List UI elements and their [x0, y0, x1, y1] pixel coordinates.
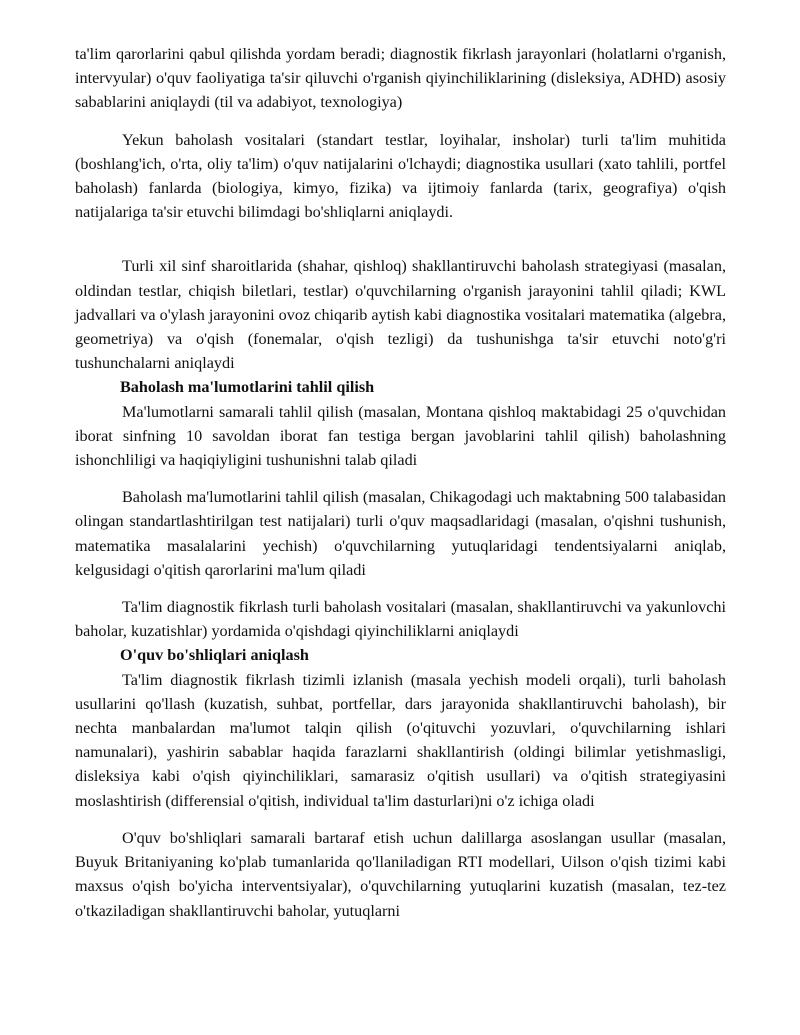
paragraph-6: Ta'lim diagnostik fikrlash turli baholash vositalari (masalan, shakllantiruvchi va yakunlovchi baholar, kuzatishlar) yordamida o'qishdagi qiyinchiliklarni aniqlaydi [75, 598, 726, 641]
section-heading-learning-gaps: O'quv bo'shliqlari aniqlash [120, 646, 309, 665]
paragraph-5: Baholash ma'lumotlarini tahlil qilish (masalan, Chikagodagi uch maktabning 500 talabasidan olingan standartlashtirilgan test natijalari) turli o'quv maqsadlaridagi (masalan, o'qishni tushunish, matematika masalalarini yechish) o'quvchilarning yutuqlaridagi tendentsiyalarni aniqlab, kelgusidagi o'qitish qarorlarini ma'lum qiladi [75, 488, 726, 579]
paragraph-8: O'quv bo'shliqlari samarali bartaraf etish uchun dalillarga asoslangan usullar (masalan, Buyuk Britaniyaning ko'plab tumanlarida qo'llaniladigan RTI modellari, Uilson o'qish tizimi kabi maxsus o'qish bo'yicha interventsiyalar), o'quvchilarning yutuqlarini kuzatish (masalan, tez-tez o'tkaziladigan shakllantiruvchi baholar, yutuqlarni [75, 828, 726, 920]
paragraph-7: Ta'lim diagnostik fikrlash tizimli izlanish (masala yechish modeli orqali), turli baholash usullarini qo'llash (kuzatish, suhbat, portfellar, dars jarayonida shakllantiruvchi baholash), bir nechta manbalardan ma'lumot talqin qilish (o'qituvchi yozuvlari, o'quvchilarning ishlari namunalari), yashirin sabablar haqida farazlarni shakllantirish (oldingi bilimlar yetishmasligi, disleksiya kabi o'qish qiyinchiliklari, samarasiz o'qitish usullari) va o'qitish strategiyasini moslashtirish (differensial o'qitish, individual ta'lim dasturlari)ni o'z ichiga oladi [75, 670, 726, 810]
paragraph-4: Ma'lumotlarni samarali tahlil qilish (masalan, Montana qishloq maktabidagi 25 o'quvchidan iborat sinfning 10 savoldan iborat fan testiga bergan javoblarini tahlil qilish) baholashning ishonchliligi va haqiqiyligini tushunishni talab qiladi [75, 402, 726, 470]
section-heading-data-analysis: Baholash ma'lumotlarini tahlil qilish [120, 378, 375, 397]
paragraph-1: ta'lim qarorlarini qabul qilishda yordam beradi; diagnostik fikrlash jarayonlari (holatlarni o'rganish, intervyular) o'quv faoliyatiga ta'sir qiluvchi o'rganish qiyinchiliklarining (disleksiya, ADHD) asosiy sabablarini aniqlaydi (til va adabiyot, texnologiya) [75, 45, 726, 112]
paragraph-2: Yekun baholash vositalari (standart testlar, loyihalar, insholar) turli ta'lim muhitida (boshlang'ich, o'rta, oliy ta'lim) o'quv natijalarini o'lchaydi; diagnostika usullari (xato tahlili, portfel baholash) fanlarda (biologiya, kimyo, fizika) va ijtimoiy fanlarda (tarix, geografiya) o'qish natijalariga ta'sir etuvchi bilimdagi bo'shliqlarni aniqlaydi. [75, 130, 726, 222]
paragraph-3: Turli xil sinf sharoitlarida (shahar, qishloq) shakllantiruvchi baholash strategiyasi (masalan, oldindan testlar, chiqish biletlari, testlar) o'quvchilarning o'rganish jarayonini tahlil qiladi; KWL jadvallari va o'ylash jarayonini ovoz chiqarib aytish kabi diagnostika vositalari matematika (algebra, geometriya) va o'qish (fonemalar, o'qish tezligi) da tushunishga ta'sir etuvchi noto'g'ri tushunchalarni aniqlaydi [75, 257, 726, 373]
